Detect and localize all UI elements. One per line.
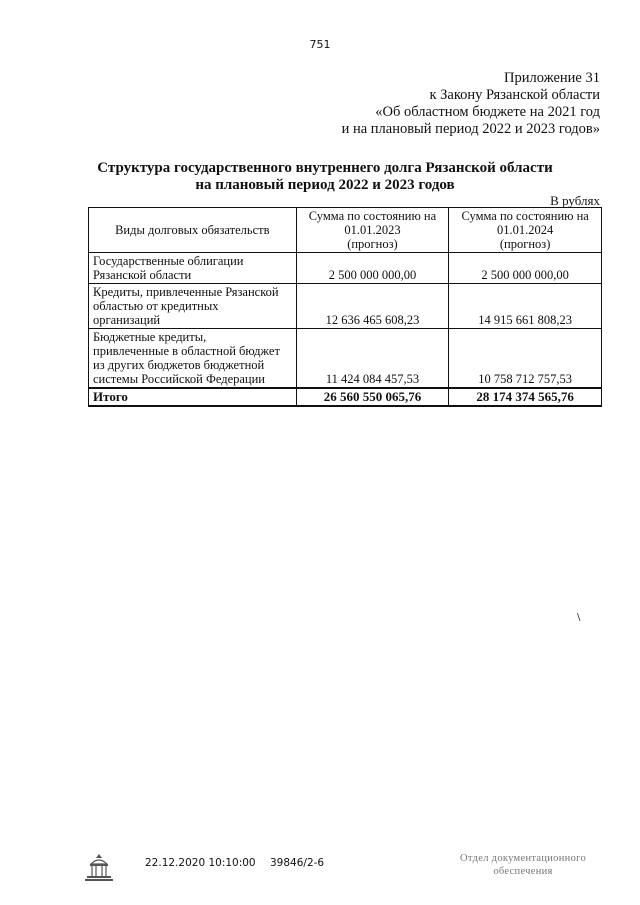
header-line: (прогноз) (499, 237, 551, 251)
appendix-line: к Закону Рязанской области (429, 87, 600, 103)
appendix-line: и на плановый период 2022 и 2023 годов» (341, 121, 600, 137)
row-label-line: привлеченные в областной бюджет (93, 344, 280, 358)
stray-mark: \ (577, 612, 581, 623)
department-stamp (448, 852, 598, 878)
total-2023: 26 560 550 065,76 (296, 388, 449, 406)
value-2023: 11 424 084 457,53 (296, 329, 449, 389)
value-2024: 10 758 712 757,53 (449, 329, 602, 389)
header-line: (прогноз) (347, 237, 398, 251)
page-number: 751 (309, 38, 331, 51)
footer-doc-number: 39846/2-6 (270, 857, 325, 869)
row-label-line: организаций (93, 313, 161, 327)
value-2023: 2 500 000 000,00 (296, 253, 449, 284)
building-logo-icon (82, 852, 116, 884)
footer-datetime: 22.12.2020 10:10:00 (145, 857, 256, 869)
total-label: Итого (89, 388, 297, 406)
table-row (89, 284, 602, 329)
row-label-line: Рязанской области (93, 268, 192, 282)
table-row (89, 329, 602, 389)
row-label-line: Бюджетные кредиты, (93, 330, 207, 344)
total-2024: 28 174 374 565,76 (449, 388, 602, 406)
department-line: Отдел документационного (459, 853, 587, 864)
appendix-line: Приложение 31 (504, 70, 600, 86)
header-debt-type: Виды долговых обязательств (89, 208, 297, 253)
table-header-row (89, 208, 602, 253)
appendix-header (342, 70, 600, 138)
row-label-line: системы Российской Федерации (93, 372, 265, 386)
table-row (89, 253, 602, 284)
row-label-line: из других бюджетов бюджетной (93, 358, 265, 372)
row-label-line: Кредиты, привлеченные Рязанской (93, 285, 279, 299)
header-line: 01.01.2023 (344, 223, 401, 237)
department-line: обеспечения (493, 866, 553, 877)
header-line: Сумма по состоянию на (308, 209, 437, 223)
row-label (89, 253, 297, 284)
row-label (89, 329, 297, 389)
appendix-line: «Об областном бюджете на 2021 год (375, 104, 600, 120)
header-line: 01.01.2024 (497, 223, 554, 237)
header-2023 (296, 208, 449, 253)
header-2024 (449, 208, 602, 253)
debt-structure-table (88, 207, 602, 407)
total-row (89, 388, 602, 406)
units-label: В рублях (550, 193, 600, 208)
row-label-line: Государственные облигации (93, 254, 244, 268)
value-2024: 2 500 000 000,00 (449, 253, 602, 284)
row-label-line: областью от кредитных (93, 299, 219, 313)
row-label (89, 284, 297, 329)
title-line: на плановый период 2022 и 2023 годов (195, 177, 455, 193)
page-footer (0, 852, 640, 892)
document-title (70, 160, 580, 194)
value-2024: 14 915 661 808,23 (449, 284, 602, 329)
value-2023: 12 636 465 608,23 (296, 284, 449, 329)
title-line: Структура государственного внутреннего долга Рязанской области (97, 160, 553, 176)
header-line: Сумма по состоянию на (461, 209, 589, 223)
